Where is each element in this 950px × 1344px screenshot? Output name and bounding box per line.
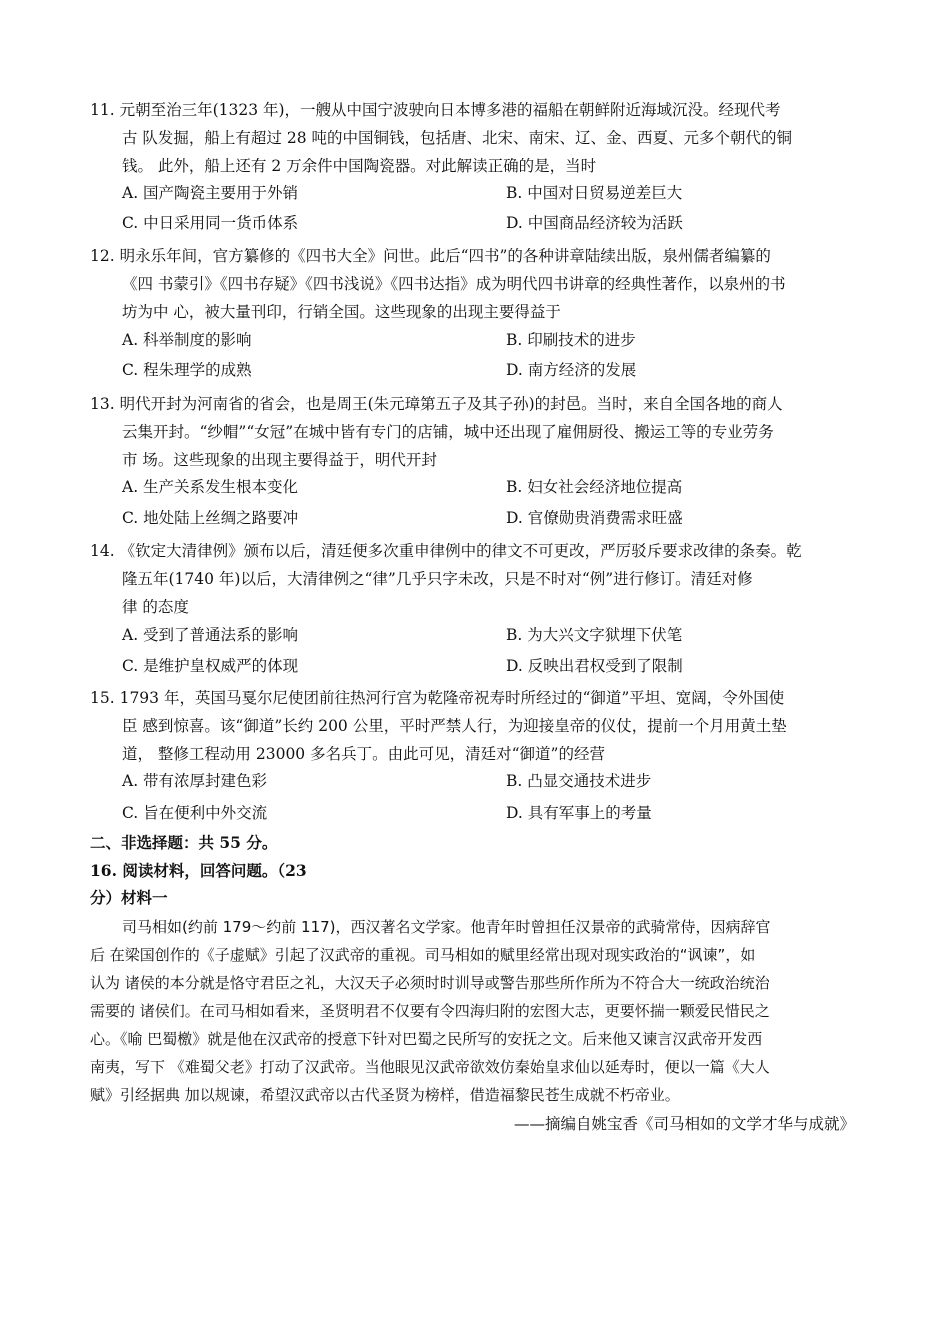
question-15-line-3: 道， 整修工程动用 23000 多名兵丁。由此可见，清廷对“御道”的经营	[122, 745, 605, 763]
material-line-6: 南夷，写下 《难蜀父老》打动了汉武帝。当他眼见汉武帝欲效仿秦始皇求仙以延寿时，便以一篇《大人	[90, 1058, 770, 1076]
question-12-line-3: 坊为中 心，被大量刊印，行销全国。这些现象的出现主要得益于	[122, 303, 561, 321]
material-line-3: 认为 诸侯的本分就是恪守君臣之礼，大汉天子必须时时训导或警告那些所作所为不符合大一统政治统治	[90, 974, 770, 992]
question-15-option-a[interactable]: A. 带有浓厚封建色彩	[122, 772, 268, 790]
question-12-line-2: 《四 书蒙引》《四书存疑》《四书浅说》《四书达指》成为明代四书讲章的经典性著作，以泉州的书	[122, 275, 786, 293]
question-15-option-b[interactable]: B. 凸显交通技术进步	[506, 772, 652, 790]
question-14-line-1: 14. 《钦定大清律例》颁布以后，清廷便多次重申律例中的律文不可更改，严厉驳斥要求改律的条奏。乾	[90, 542, 802, 560]
question-14-option-c[interactable]: C. 是维护皇权威严的体现	[122, 657, 299, 675]
question-11-line-2: 古 队发掘，船上有超过 28 吨的中国铜钱，包括唐、北宋、南宋、辽、金、西夏、元多个朝代的铜	[122, 129, 793, 147]
question-14-option-d[interactable]: D. 反映出君权受到了限制	[506, 657, 683, 675]
question-11-option-d[interactable]: D. 中国商品经济较为活跃	[506, 214, 683, 232]
question-13-option-b[interactable]: B. 妇女社会经济地位提高	[506, 478, 683, 496]
question-16-material-label: 分）材料一	[90, 888, 168, 907]
question-15-line-2: 臣 感到惊喜。该“御道”长约 200 公里，平时严禁人行，为迎接皇帝的仪仗，提前一个月用黄土垫	[122, 717, 787, 735]
question-12-line-1: 12. 明永乐年间，官方纂修的《四书大全》问世。此后“四书”的各种讲章陆续出版，泉州儒者编纂的	[90, 247, 771, 265]
question-11-option-a[interactable]: A. 国产陶瓷主要用于外销	[122, 184, 299, 202]
question-12-option-a[interactable]: A. 科举制度的影响	[122, 331, 252, 349]
question-13-option-c[interactable]: C. 地处陆上丝绸之路要冲	[122, 509, 299, 527]
question-14-line-2: 隆五年(1740 年)以后，大清律例之“律”几乎只字未改，只是不时对“例”进行修订。清廷对修	[122, 570, 753, 588]
question-15-option-d[interactable]: D. 具有军事上的考量	[506, 804, 652, 822]
question-11-line-3: 钱。 此外，船上还有 2 万余件中国陶瓷器。对此解读正确的是，当时	[122, 157, 597, 175]
question-11-option-c[interactable]: C. 中日采用同一货币体系	[122, 214, 299, 232]
question-13-option-a[interactable]: A. 生产关系发生根本变化	[122, 478, 299, 496]
question-15-option-c[interactable]: C. 旨在便利中外交流	[122, 804, 268, 822]
question-12-option-b[interactable]: B. 印刷技术的进步	[506, 331, 636, 349]
material-line-2: 后 在梁国创作的《子虚赋》引起了汉武帝的重视。司马相如的赋里经常出现对现实政治的“讽谏”，如	[90, 946, 756, 964]
section-heading: 二、非选择题：共 55 分。	[90, 833, 278, 852]
question-13-line-3: 市 场。这些现象的出现主要得益于，明代开封	[122, 451, 437, 469]
question-16-prompt: 16. 阅读材料，回答问题。（23	[90, 861, 307, 880]
question-14-option-b[interactable]: B. 为大兴文字狱埋下伏笔	[506, 626, 683, 644]
question-14-option-a[interactable]: A. 受到了普通法系的影响	[122, 626, 299, 644]
material-line-7: 赋》引经据典 加以规谏，希望汉武帝以古代圣贤为榜样，借造福黎民苍生成就不朽帝业。	[90, 1086, 680, 1104]
question-14-line-3: 律 的态度	[122, 598, 189, 616]
question-12-option-c[interactable]: C. 程朱理学的成熟	[122, 361, 252, 379]
question-13-option-d[interactable]: D. 官僚勋贵消费需求旺盛	[506, 509, 683, 527]
material-line-4: 需要的 诸侯们。在司马相如看来，圣贤明君不仅要有令四海归附的宏图大志，更要怀揣一颗爱民惜民之	[90, 1002, 770, 1020]
question-11-option-b[interactable]: B. 中国对日贸易逆差巨大	[506, 184, 683, 202]
question-13-line-1: 13. 明代开封为河南省的省会，也是周王(朱元璋第五子及其子孙)的封邑。当时，来自全国各地的商人	[90, 395, 783, 413]
material-line-5: 心。《喻 巴蜀檄》就是他在汉武帝的授意下针对巴蜀之民所写的安抚之文。后来他又谏言汉武帝开发西	[90, 1030, 763, 1048]
question-12-option-d[interactable]: D. 南方经济的发展	[506, 361, 637, 379]
question-11-line-1: 11. 元朝至治三年(1323 年)，一艘从中国宁波驶向日本博多港的福船在朝鲜附近海域沉没。经现代考	[90, 101, 781, 119]
material-source: ——摘编自姚宝香《司马相如的文学才华与成就》	[513, 1115, 855, 1133]
question-15-line-1: 15. 1793 年，英国马戛尔尼使团前往热河行宫为乾隆帝祝寿时所经过的“御道”平坦、宽阔，令外国使	[90, 689, 785, 707]
question-13-line-2: 云集开封。“纱帽”“女冠”在城中皆有专门的店铺，城中还出现了雇佣厨役、搬运工等的专业劳务	[122, 423, 774, 441]
material-line-1: 司马相如(约前 179～约前 117)，西汉著名文学家。他青年时曾担任汉景帝的武骑常侍，因病辞官	[122, 918, 771, 936]
